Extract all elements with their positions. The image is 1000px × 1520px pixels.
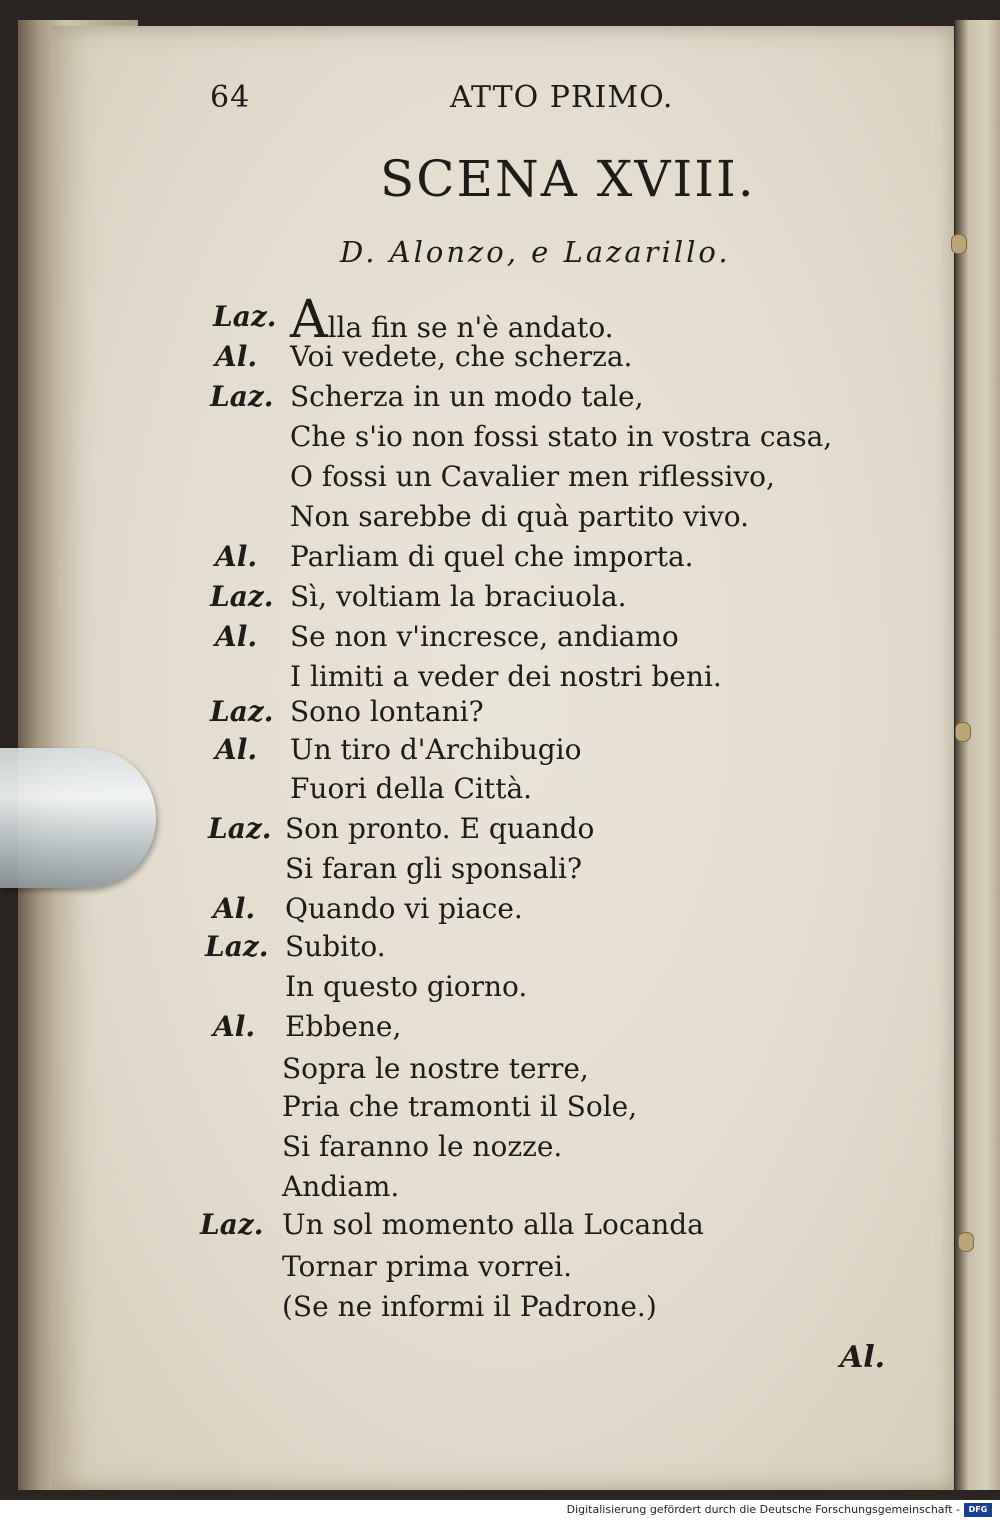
dialogue-line (285, 970, 527, 1003)
dialogue-text: I limiti a veder dei nostri beni. (290, 660, 722, 693)
speaker-label: Laz. (210, 580, 274, 613)
catchword: Al. (840, 1340, 886, 1375)
dialogue-line (290, 580, 627, 613)
dialogue-line (285, 892, 523, 925)
dialogue-text: Se non v'incresce, andiamo (290, 620, 679, 653)
dialogue-text: (Se ne informi il Padrone.) (282, 1290, 657, 1323)
speaker-label: Al. (215, 540, 258, 573)
speaker-label: Laz. (208, 812, 272, 845)
dialogue-line (285, 930, 386, 963)
speaker-label: Al. (215, 620, 258, 653)
dialogue-line (290, 540, 694, 573)
dialogue-text: Sì, voltiam la braciuola. (290, 580, 627, 613)
dialogue-line (290, 772, 532, 805)
dialogue-line (290, 733, 581, 766)
dialogue-line (290, 660, 722, 693)
running-title: ATTO PRIMO. (450, 80, 674, 115)
drop-cap: A (290, 290, 328, 350)
dialogue-text: Subito. (285, 930, 386, 963)
dialogue-text: Tornar prima vorrei. (282, 1250, 573, 1283)
dialogue-text: In questo giorno. (285, 970, 528, 1003)
dialogue-text: Sono lontani? (290, 695, 484, 728)
dialogue-line (282, 1052, 589, 1085)
dialogue-line (290, 620, 679, 653)
dialogue-line (290, 500, 749, 533)
dialogue-line (290, 460, 775, 493)
dialogue-text: Scherza in un modo tale, (290, 380, 644, 413)
dialogue-text: Che s'io non fossi stato in vostra casa, (290, 420, 833, 453)
dialogue-line (282, 1290, 657, 1323)
dialogue-line (290, 380, 644, 413)
dialogue-line (282, 1130, 562, 1163)
speaker-label: Laz. (205, 930, 269, 963)
speaker-label: Laz. (210, 380, 274, 413)
funding-credit: Digitalisierung gefördert durch die Deutsche Forschungsgemeinschaft - (566, 1503, 960, 1516)
dialogue-text: Un tiro d'Archibugio (290, 733, 582, 766)
dialogue-text: Si faran gli sponsali? (285, 852, 583, 885)
speaker-label: Al. (213, 892, 256, 925)
dialogue-line (290, 695, 484, 728)
dialogue-text: Andiam. (282, 1170, 400, 1203)
dialogue-line (282, 1170, 399, 1203)
dialogue-text: lla fin se n'è andato. (327, 311, 614, 344)
dialogue-line (285, 812, 594, 845)
binding-stitch (955, 722, 971, 742)
speaker-label: Laz. (213, 300, 277, 333)
dialogue-text: Non sarebbe di quà partito vivo. (290, 500, 750, 533)
binding-stitch (958, 1232, 974, 1252)
dialogue-text: O fossi un Cavalier men riflessivo, (290, 460, 775, 493)
scene-characters: D. Alonzo, e Lazarillo. (340, 235, 731, 269)
dialogue-text: Voi vedete, che scherza. (290, 340, 633, 373)
binding-stitch (951, 234, 967, 254)
dialogue-line (282, 1208, 704, 1241)
dialogue-text: Ebbene, (285, 1010, 402, 1043)
dfg-logo: DFG (964, 1503, 992, 1517)
dialogue-line (290, 340, 632, 373)
speaker-label: Laz. (210, 695, 274, 728)
speaker-label: Al. (213, 1010, 256, 1043)
speaker-label: Al. (215, 733, 258, 766)
dialogue-text: Son pronto. E quando (285, 812, 595, 845)
dialogue-line (285, 852, 582, 885)
dialogue-text: Pria che tramonti il Sole, (282, 1090, 638, 1123)
page-number: 64 (210, 80, 251, 115)
dialogue-line (282, 1250, 572, 1283)
dialogue-text: Quando vi piace. (285, 892, 523, 925)
dialogue-line (285, 1010, 401, 1043)
speaker-label: Al. (215, 340, 258, 373)
dialogue-text: Si faranno le nozze. (282, 1130, 563, 1163)
dialogue-text: Sopra le nostre terre, (282, 1052, 589, 1085)
dialogue-text: Fuori della Città. (290, 772, 533, 805)
scene-title: SCENA XVIII. (380, 150, 756, 208)
dialogue-text: Parliam di quel che importa. (290, 540, 694, 573)
speaker-label: Laz. (200, 1208, 264, 1241)
dialogue-line (290, 290, 614, 350)
dialogue-text: Un sol momento alla Locanda (282, 1208, 704, 1241)
page-holder-clip (0, 748, 156, 888)
footer-bar (0, 1500, 1000, 1520)
dialogue-line (290, 420, 832, 453)
dialogue-line (282, 1090, 637, 1123)
